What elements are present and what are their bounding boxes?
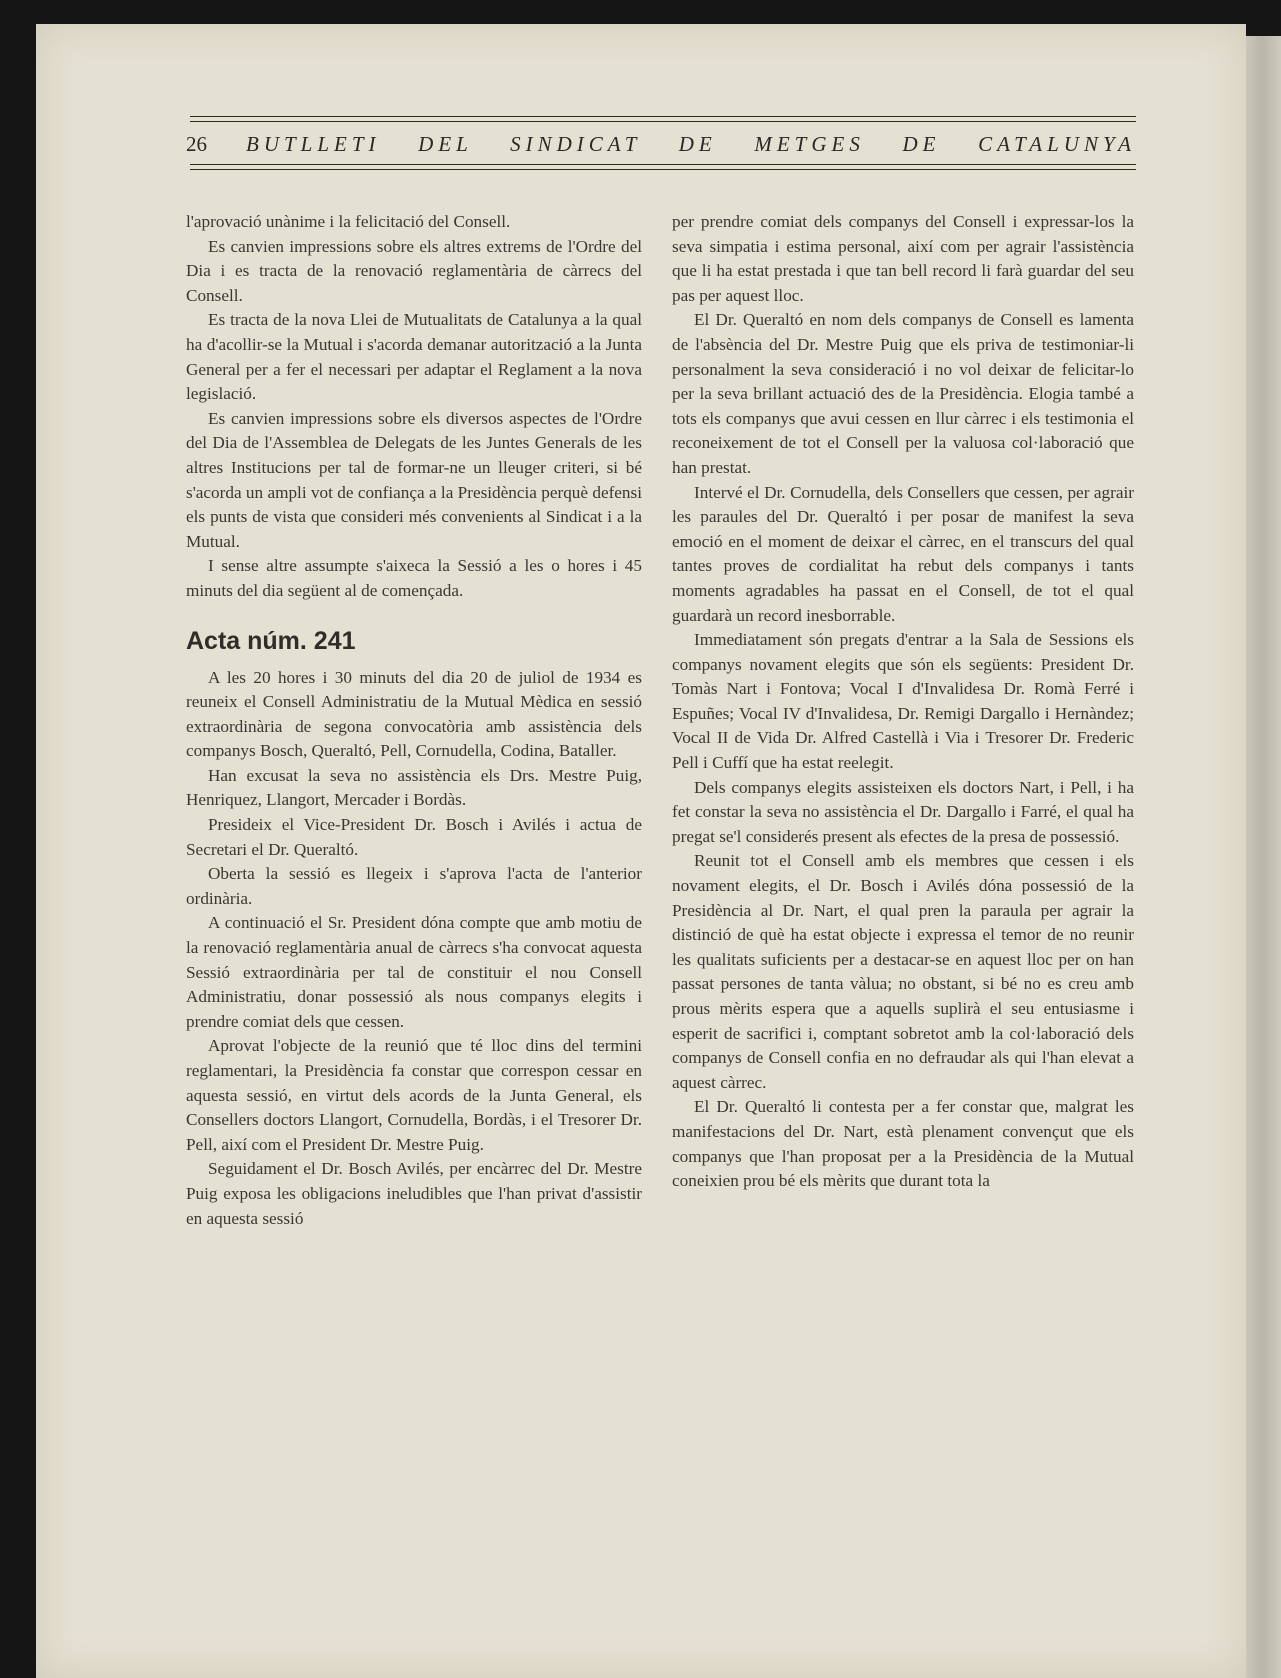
paragraph: Han excusat la seva no assistència els Drs. Mestre Puig, Henriquez, Llangort, Mercader i Bordàs. (186, 765, 642, 810)
paragraph: Es canvien impressions sobre els altres extrems de l'Ordre del Dia i es tracta de la renovació reglamentària de càrrecs del Consell. (186, 236, 642, 305)
paragraph: Oberta la sessió es llegeix i s'aprova l'acta de l'anterior ordinària. (186, 864, 642, 908)
section-heading: Acta núm. 241 (186, 626, 356, 655)
paragraph: A les 20 hores i 30 minuts del dia 20 de juliol de 1934 es reuneix el Consell Administratiu de la Mutual Mèdica en sessió extraordinària de segona convocatòria amb assistència dels companys Bosch, Queraltó, Pell, Cornudella, Codina, Bataller. (186, 667, 642, 761)
paragraph: El Dr. Queraltó en nom dels companys de Consell es lamenta de l'absència del Dr. Mestre Puig que els priva de testimoniar-li personalment la seva consideració i no vol deixar de felicitar-lo per la seva brillant actuació des de la Presidència. Elogia també a tots els companys que avui cessen en llur càrrec i els testimonia el reconeixement de tot el Consell per la valuosa col·laboració que han prestat. (672, 310, 1134, 477)
page-number: 26 (186, 131, 207, 156)
running-title: BUTLLETI DEL SINDICAT DE METGES DE CATALUNYA (246, 131, 1136, 156)
paragraph: El Dr. Queraltó li contesta per a fer constar que, malgrat les manifestacions del Dr. Nart, està plenament convençut que els companys que l'han proposat per a la Presidència de la Mutual coneixien prou bé els mèrits que durant tota la (672, 1097, 1134, 1191)
paragraph: Es canvien impressions sobre els diversos aspectes de l'Ordre del Dia de l'Assemblea de Delegats de les Juntes Generals de les altres Institucions per tal de formar-ne un lleuger criteri, si bé s'acorda un ampli vot de confiança a la Presidència perquè defensi els punts de vista que consideri més convenients al Sindicat i a la Mutual. (186, 408, 642, 551)
paragraph: Immediatament són pregats d'entrar a la Sala de Sessions els companys novament elegits que són els següents: President Dr. Tomàs Nart i Fontova; Vocal I d'Invalidesa Dr. Romà Ferré i Espuñes; Vocal IV d'Invalidesa, Dr. Remigi Dargallo i Hernàndez; Vocal II de Vida Dr. Alfred Castellà i Via i Tresorer Dr. Frederic Pell i Cuffí que ha estat reelegit. (672, 630, 1134, 773)
paragraph: Es tracta de la nova Llei de Mutualitats de Catalunya a la qual ha d'acollir-se la Mutual i s'acorda demanar autorització a la Junta General per a fer el necessari per adaptar el Reglament a la nova legislació. (186, 310, 642, 404)
left-column (186, 210, 642, 1231)
header-rules-bottom (190, 164, 1136, 174)
paragraph: Presideix el Vice-President Dr. Bosch i Avilés i actua de Secretari el Dr. Queraltó. (186, 815, 642, 859)
paragraph: A continuació el Sr. President dóna compte que amb motiu de la renovació reglamentària anual de càrrecs s'ha convocat aquesta Sessió extraordinària per tal de constituir el nou Consell Administratiu, donar possessió als nous companys elegits i prendre comiat dels que cessen. (186, 913, 642, 1031)
right-column (672, 210, 1134, 1194)
paragraph: Aprovat l'objecte de la reunió que té lloc dins del termini reglamentari, la Presidència fa constar que correspon cessar en aquesta sessió, en virtut dels acords de la Junta General, els Consellers doctors Llangort, Cornudella, Bordàs, i el Tresorer Dr. Pell, així com el President Dr. Mestre Puig. (186, 1036, 642, 1154)
running-header (186, 128, 1136, 160)
paragraph: Seguidament el Dr. Bosch Avilés, per encàrrec del Dr. Mestre Puig exposa les obligacions ineludibles que l'han privat d'assistir en aquesta sessió (186, 1159, 642, 1228)
paragraph: per prendre comiat dels companys del Consell i expressar-los la seva simpatia i estima personal, així com per agrair l'assistència que li ha estat prestada i que tan bell record li farà guardar del seu pas per aquest lloc. (672, 212, 1134, 305)
paragraph: Dels companys elegits assisteixen els doctors Nart, i Pell, i ha fet constar la seva no assistència el Dr. Dargallo i Farré, el qual ha pregat se'l considerés present als efectes de la presa de possessió. (672, 777, 1134, 846)
paragraph: Intervé el Dr. Cornudella, dels Consellers que cessen, per agrair les paraules del Dr. Queraltó i per posar de manifest la seva emoció en el moment de deixar el càrrec, en el transcurs del qual tantes proves de cordialitat ha rebut dels companys i tants moments agradables ha passat en el Consell, de tot el qual guardarà un record inesborrable. (672, 482, 1134, 625)
paragraph: Reunit tot el Consell amb els membres que cessen i els novament elegits, el Dr. Bosch i Avilés dóna possessió de la Presidència al Dr. Nart, el qual pren la paraula per agrair la distinció de què ha estat objecte i expressa el temor de no reunir les qualitats suficients per a destacar-se en aquest lloc per on han passat persones de tanta vàlua; no obstant, si bé no es creu amb prous mèrits espera que a aquells suplirà el seu entusiasme i esperit de sacrifici i, comptant sobretot amb la col·laboració dels companys de Consell confia en no defraudar als qui l'han elevat a aquest càrrec. (672, 851, 1134, 1092)
header-rules-top (190, 116, 1136, 126)
paragraph: l'aprovació unànime i la felicitació del Consell. (186, 212, 511, 231)
paragraph: I sense altre assumpte s'aixeca la Sessió a les o hores i 45 minuts del dia següent al de començada. (186, 556, 642, 600)
